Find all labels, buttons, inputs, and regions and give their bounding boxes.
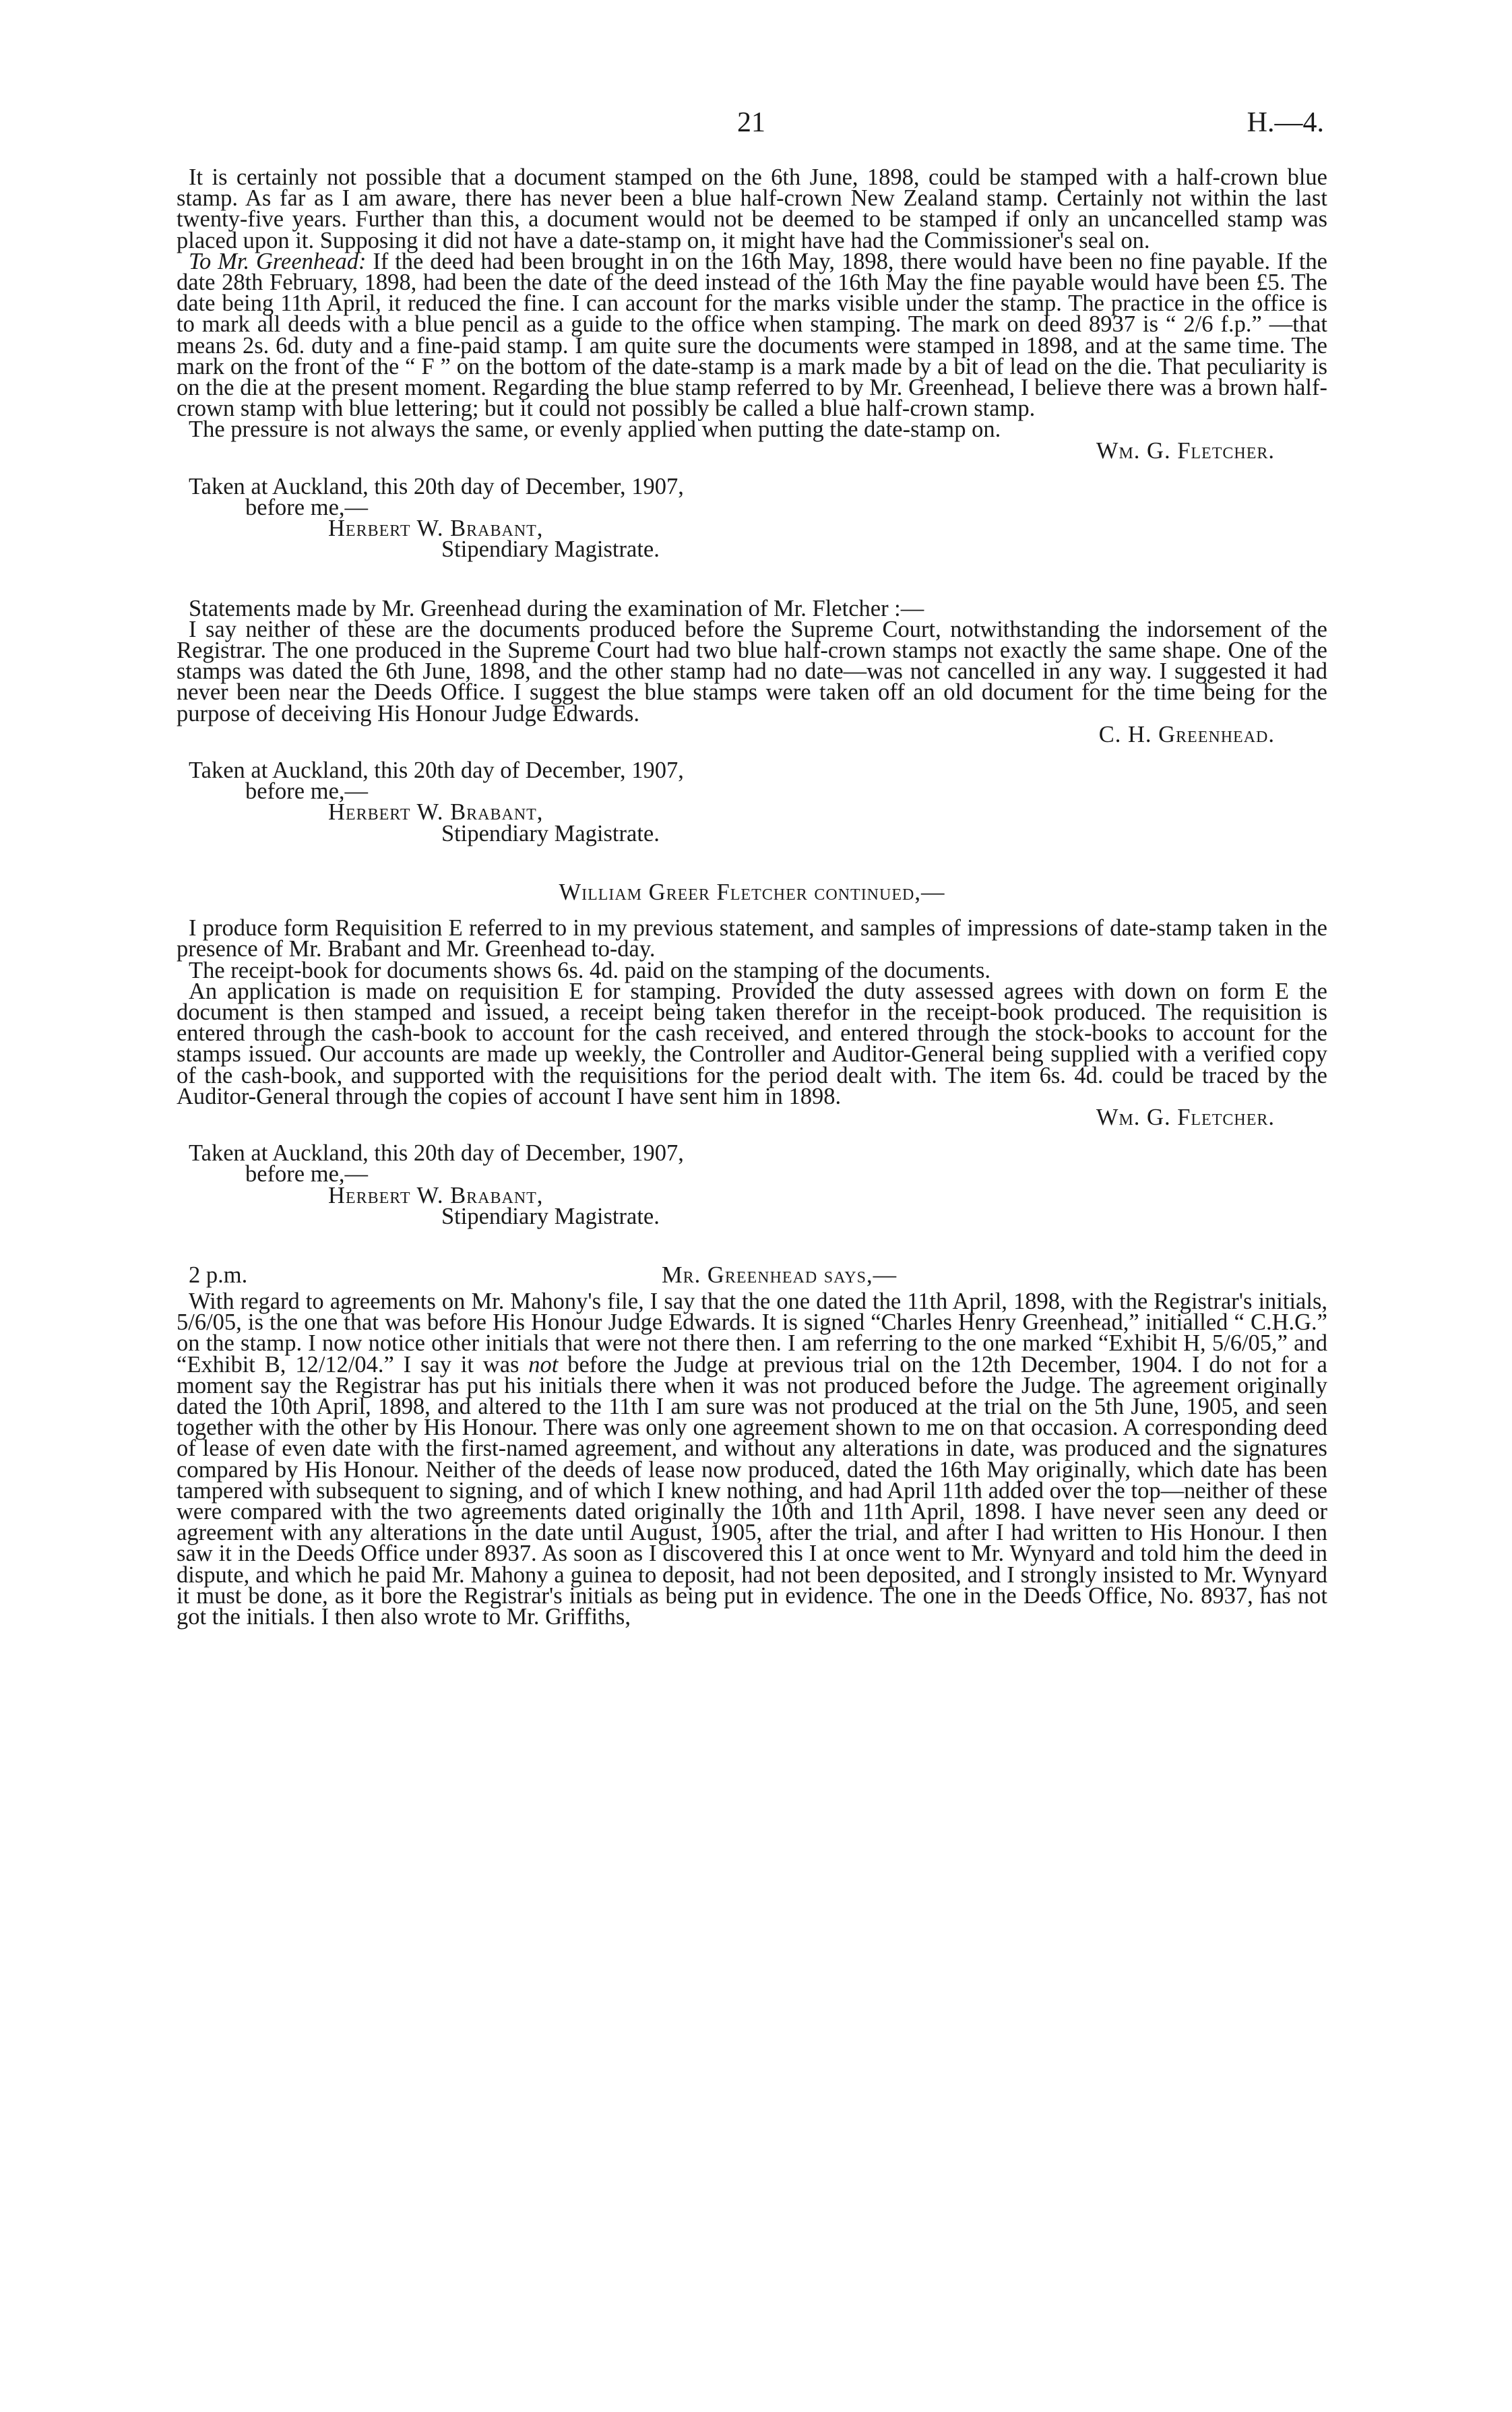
signature: C. H. Greenhead. bbox=[1098, 721, 1275, 747]
paragraph: It is certainly not possible that a document stamped on the 6th June, 1898, could be stamped with a half-crown blue stamp. As far as I am aware, there has never been a blue half-crown New Zealand stamp. Certainly not within the last twenty-five years. Further than this, a document would not be deemed to be stamped if only an uncancelled stamp was placed upon it. Supposing it did not have a date-stamp on, it might have had the Commissioner's seal on. bbox=[177, 164, 1327, 253]
jurat bbox=[177, 473, 1327, 563]
jurat bbox=[177, 757, 1327, 846]
paragraph: Statements made by Mr. Greenhead during the examination of Mr. Fletcher :— bbox=[189, 595, 924, 621]
paragraph-text: With regard to agreements on Mr. Mahony's file, I say that the one dated the 11th April, 1898, with the Registrar's initials, 5/6/05, is the one that was before His Honour Judge Edwards. It is signed “Charles Henry Greenhead,” initialled “ C.H.G.” on the stamp. I now notice other initials that were not there then. I am referring to the one marked “Exhibit H, 5/6/05,” and “Exhibit B, 12/12/04.” I say it was bbox=[177, 1288, 1327, 1378]
paragraph: I produce form Requisition E referred to in my previous statement, and samples of impressions of date-stamp taken in the presence of Mr. Brabant and Mr. Greenhead to-day. bbox=[177, 915, 1327, 962]
jurat-before: before me,— bbox=[245, 1161, 369, 1187]
jurat-officer: Herbert W. Brabant, bbox=[328, 799, 544, 826]
jurat-place-date: Taken at Auckland, this 20th day of December, 1907, bbox=[189, 757, 684, 784]
paragraph bbox=[177, 1288, 1327, 1630]
emphasis-text: not bbox=[528, 1351, 559, 1378]
session-time: 2 p.m. bbox=[189, 1262, 248, 1288]
jurat-place-date: Taken at Auckland, this 20th day of December, 1907, bbox=[189, 473, 684, 499]
jurat bbox=[177, 1140, 1327, 1229]
jurat-title: Stipendiary Magistrate. bbox=[441, 1203, 660, 1229]
jurat-officer: Herbert W. Brabant, bbox=[328, 1182, 544, 1208]
signature: Wm. G. Fletcher. bbox=[1096, 437, 1275, 464]
jurat-officer: Herbert W. Brabant, bbox=[328, 516, 544, 542]
paragraph bbox=[177, 248, 1327, 422]
paragraph: The receipt-book for documents shows 6s. 4d. paid on the stamping of the documents. bbox=[189, 957, 991, 983]
jurat-before: before me,— bbox=[245, 778, 369, 805]
jurat-title: Stipendiary Magistrate. bbox=[441, 820, 660, 846]
page-number: 21 bbox=[737, 107, 765, 138]
paragraph: An application is made on requisition E for stamping. Provided the duty assessed agrees with down on form E the document is then stamped and issued, a receipt being taken therefor in the receipt-book produced. The requisition is entered through the cash-book to account for the cash received, and entered through the stock-books to account for the stamps issued. Our accounts are made up weekly, the Controller and Auditor-General being supplied with a verified copy of the cash-book, and supported with the requisitions for the period dealt with. The item 6s. 4d. could be traced by the Auditor-General through the copies of account I have sent him in 1898. bbox=[177, 978, 1327, 1109]
jurat-place-date: Taken at Auckland, this 20th day of December, 1907, bbox=[189, 1140, 684, 1167]
signature: Wm. G. Fletcher. bbox=[1096, 1104, 1275, 1130]
paragraph: The pressure is not always the same, or evenly applied when putting the date-stamp on. bbox=[189, 416, 1001, 443]
page-body bbox=[177, 164, 1327, 1630]
session-line bbox=[177, 1262, 1327, 1288]
jurat-before: before me,— bbox=[245, 495, 369, 521]
speaker-heading: Mr. Greenhead says,— bbox=[662, 1262, 897, 1288]
section-heading: William Greer Fletcher continued,— bbox=[559, 879, 945, 905]
page-header bbox=[179, 106, 1324, 140]
paragraph: I say neither of these are the documents produced before the Supreme Court, notwithstanding the indorsement of the Registrar. The one produced in the Supreme Court had two blue half-crown stamps not exactly the same shape. One of the stamps was dated the 6th June, 1898, and the other stamp had no date—was not cancelled in any way. I suggested it had never been near the Deeds Office. I suggest the blue stamps were taken off an old document for the time being for the purpose of deceiving His Honour Judge Edwards. bbox=[177, 616, 1327, 726]
paragraph-lead: To Mr. Greenhead: bbox=[189, 248, 367, 274]
document-reference: H.—4. bbox=[1247, 107, 1324, 138]
jurat-title: Stipendiary Magistrate. bbox=[441, 536, 660, 563]
paragraph-text: before the Judge at previous trial on the 12th December, 1904. I do not for a moment say the Registrar has put his initials there when it was not produced before the Judge. The agreement originally dated the 10th April, 1898, and altered to the 11th I am sure was not produced at the trial on the 5th June, 1905, and seen together with the other by His Honour. There was only one agreement shown to me on that occasion. A corresponding deed of lease of even date with the first-named agreement, and without any alterations in date, was produced and the signatures compared by His Honour. Neither of the deeds of lease now produced, dated the 16th May originally, which date has been tampered with subsequent to signing, and of which I knew nothing, and had April 11th added over the top—neither of these were compared with the two agreements dated originally the 10th and 11th April, 1898. I have never seen any deed or agreement with any alterations in the date until August, 1905, after the trial, and after I had written to His Honour. I then saw it in the Deeds Office under 8937. As soon as I discovered this I at once went to Mr. Wynyard and told him the deed in dispute, and which he paid Mr. Mahony a guinea to deposit, had not been deposited, and I strongly insisted to Mr. Wynyard it must be done, as it bore the Registrar's initials as being put in evidence. The one in the Deeds Office, No. 8937, has not got the initials. I then also wrote to Mr. Griffiths, bbox=[177, 1351, 1327, 1630]
paragraph-text: If the deed had been brought in on the 16th May, 1898, there would have been no fine payable. If the date 28th February, 1898, had been the date of the deed instead of the 16th May the fine payable would have been £5. The date being 11th April, it reduced the fine. I can account for the marks visible under the stamp. The practice in the office is to mark all deeds with a blue pencil as a guide to the office when stamping. The mark on deed 8937 is “ 2/6 f.p.” —that means 2s. 6d. duty and a fine-paid stamp. I am quite sure the documents were stamped in 1898, and at the same time. The mark on the front of the “ F ” on the bottom of the date-stamp is a mark made by a bit of lead on the die. That peculiarity is on the die at the present moment. Regarding the blue stamp referred to by Mr. Greenhead, I believe there was a brown half-crown stamp with blue lettering; but it could not possibly be called a blue half-crown stamp. bbox=[177, 248, 1327, 422]
